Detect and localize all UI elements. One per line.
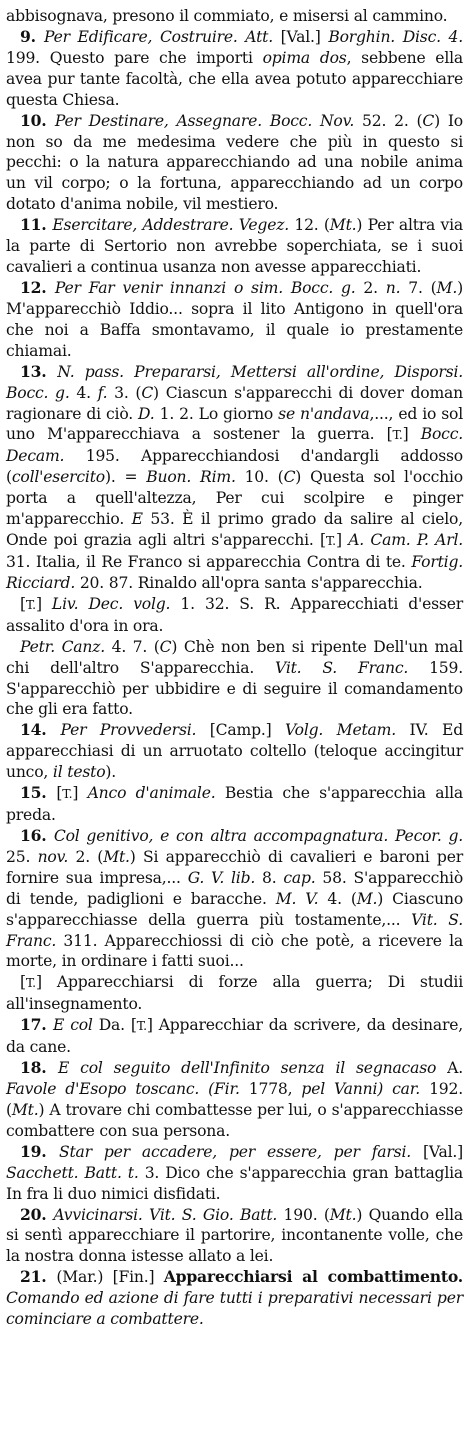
entry-text: pel Vanni) car. bbox=[301, 1080, 421, 1099]
entry-p13 bbox=[6, 362, 463, 594]
entry-text: Volg. Metam. bbox=[285, 721, 396, 740]
entry-text: Avvicinarsi. Vit. S. Gio. Batt. bbox=[53, 1205, 278, 1224]
entry-text: il testo bbox=[52, 763, 106, 782]
entry-text: ] bbox=[72, 784, 88, 803]
entry-p20 bbox=[6, 1205, 463, 1268]
entry-p15 bbox=[6, 783, 463, 826]
entry-text: 311. Apparecchiossi di ciò che potè, a ricevere la morte, in ordinare i fatti suoi... bbox=[6, 931, 463, 971]
entry-p17 bbox=[6, 1015, 463, 1058]
entry-text: Col genitivo, e con altra accompagnatura. Pecor. g. bbox=[53, 826, 463, 845]
entry-text: Sacchett. Batt. t. bbox=[6, 1163, 139, 1182]
entry-text: abbisognava, presono il commiato, e misersi al cammino. bbox=[6, 7, 448, 25]
entry-text: ) Io non so da me medesima vedere che più in questo si pecchi: o la natura apparecchiando ad una nobile anima un vil corpo; o la fortuna, apparecchiando ad un corpo dotato d'anima nobile, vil mestiero. bbox=[6, 111, 463, 214]
entry-text: ] Apparecchiar da scrivere, da desinare, da cane. bbox=[6, 1016, 463, 1057]
entry-text: 192. ( bbox=[6, 1080, 463, 1119]
entry-text: nov. bbox=[37, 847, 69, 866]
entry-text: T. bbox=[136, 1018, 147, 1034]
entry-text: Anco d'animale. bbox=[87, 784, 216, 803]
entry-text: ) A trovare chi combattesse per lui, o s'apparecchiasse combattere con sua persona. bbox=[6, 1100, 463, 1140]
entry-text: 7. ( bbox=[400, 278, 437, 297]
entry-text: C bbox=[283, 468, 296, 487]
entry-number: 19. bbox=[20, 1141, 59, 1161]
entry-text: C bbox=[422, 111, 435, 130]
entry-text: [Camp.] bbox=[196, 721, 286, 740]
entry-text: Per Destinare, Assegnare. Bocc. Nov. bbox=[54, 111, 355, 130]
entry-text: 195. Apparecchiandosi d'andargli addosso ( bbox=[6, 447, 463, 487]
entry-number: 13. bbox=[20, 361, 58, 381]
entry-text: [ bbox=[20, 594, 26, 613]
entry-text: Buon. Rim. bbox=[146, 468, 236, 487]
entry-text: IV. Ed apparecchiasi di un arruotato coltello (teloque accingitur unco, bbox=[6, 721, 464, 782]
entry-p13c bbox=[6, 637, 463, 721]
entry-text: 1. 32. S. R. Apparecchiati d'esser assalito d'ora in ora. bbox=[6, 594, 464, 635]
entry-p10 bbox=[6, 111, 463, 216]
entry-text: Per Edificare, Costruire. Att. bbox=[44, 27, 273, 46]
entry-text: 4. 7. ( bbox=[105, 637, 160, 656]
entry-text: T. bbox=[25, 596, 36, 612]
entry-text: Mt. bbox=[103, 847, 130, 866]
entry-number: 10. bbox=[20, 110, 55, 130]
entry-text: 25. bbox=[6, 847, 38, 866]
entry-text: Favole d'Esopo toscanc. (Fir. bbox=[6, 1080, 240, 1099]
entry-text: E col seguito dell'Infinito senza il segnacaso bbox=[58, 1059, 437, 1078]
entry-text: Apparecchiarsi al combattimento. bbox=[163, 1267, 464, 1287]
entry-text: E bbox=[131, 510, 143, 529]
entry-p0 bbox=[6, 6, 463, 27]
entry-p16 bbox=[6, 826, 463, 972]
entry-text: Vit. S. Franc. bbox=[6, 910, 463, 950]
entry-text: Mt. bbox=[11, 1100, 39, 1119]
entry-p9 bbox=[6, 27, 463, 111]
entry-text: 53. È il primo grado da salire al cielo, Onde poi grazia agli altri s'apparecchi. [ bbox=[6, 510, 464, 550]
entry-number: 12. bbox=[20, 277, 55, 297]
entry-text: D. bbox=[138, 404, 155, 423]
entry-text: ] Apparecchiarsi di forze alla guerra; Di studii all'insegnamento. bbox=[6, 973, 463, 1014]
entry-text: C bbox=[141, 383, 154, 402]
entry-text: ) Ciascun s'apparecchi di dover doman ragionare di ciò. bbox=[6, 383, 463, 423]
entry-text: A. bbox=[436, 1059, 463, 1078]
entry-text: 4. ( bbox=[318, 889, 357, 908]
entry-text: [Val.] bbox=[411, 1142, 464, 1161]
entry-text: 190. ( bbox=[277, 1205, 330, 1224]
entry-text: Per Provvedersi. bbox=[60, 721, 197, 740]
entry-p12 bbox=[6, 278, 463, 362]
entry-number: 18. bbox=[20, 1058, 58, 1078]
entry-text: N. pass. Prepararsi, Mettersi all'ordine, Disporsi. Bocc. g. bbox=[6, 362, 463, 402]
entry-text: 52. 2. ( bbox=[354, 111, 423, 130]
entry-p13b bbox=[6, 594, 463, 637]
entry-p16b bbox=[6, 972, 463, 1015]
entry-number: 21. bbox=[20, 1267, 57, 1287]
entry-p18 bbox=[6, 1058, 463, 1142]
entry-text: 1778, bbox=[239, 1080, 302, 1099]
entry-text: ) Questa sol l'occhio porta a quell'altezza, Per cui scolpire e pinger m'apparecchio. bbox=[6, 468, 463, 529]
entry-number: 17. bbox=[20, 1015, 54, 1035]
entry-p14 bbox=[6, 720, 463, 783]
entry-text: 2. bbox=[355, 278, 386, 297]
entry-text: G. V. lib. bbox=[187, 868, 256, 887]
entry-text: ] bbox=[402, 425, 421, 444]
entry-text: Bestia che s'apparecchia alla preda. bbox=[6, 784, 464, 825]
entry-text: 10. ( bbox=[235, 468, 284, 487]
entry-text: Borghin. Disc. 4. bbox=[328, 27, 463, 46]
entry-text: f. bbox=[97, 383, 108, 402]
entry-text: 3. ( bbox=[107, 383, 142, 402]
entry-number: 16. bbox=[20, 825, 54, 845]
entry-text: 159. S'apparecchiò per ubbidire e di seguire il comandamento che gli era fatto. bbox=[6, 658, 463, 719]
entry-text: ,..., ed io sol uno M'apparecchiava a sostener la guerra. [ bbox=[6, 404, 463, 444]
entry-text: 1. 2. Lo giorno bbox=[154, 404, 279, 423]
entry-text: 4. bbox=[69, 383, 98, 402]
entry-text: se n'andava bbox=[278, 404, 370, 423]
entry-text: cap. bbox=[283, 868, 316, 887]
entry-number: 14. bbox=[20, 720, 61, 740]
entry-text: Esercitare, Addestrare. Vegez. bbox=[52, 216, 290, 235]
entry-text: T. bbox=[25, 975, 36, 991]
entry-p21 bbox=[6, 1267, 463, 1330]
entry-text: [ bbox=[20, 973, 26, 992]
entry-p11 bbox=[6, 215, 463, 278]
entry-text: ) Si apparecchiò di cavalieri e baroni per fornire sua impresa,... bbox=[6, 847, 463, 887]
entry-text: Vit. S. Franc. bbox=[275, 658, 409, 677]
entry-p19 bbox=[6, 1142, 463, 1205]
entry-text: M. bbox=[356, 889, 378, 908]
entry-number: 9. bbox=[20, 26, 44, 46]
entry-text: Star per accadere, per essere, per farsi. bbox=[58, 1142, 411, 1161]
entry-text: Petr. Canz. bbox=[20, 637, 106, 656]
entry-number: 20. bbox=[20, 1204, 54, 1224]
entry-text: ). = bbox=[104, 468, 147, 487]
entry-text: 8. bbox=[255, 868, 284, 887]
entry-text: Fortig. Ricciard. bbox=[6, 552, 463, 592]
entry-text: ) Chè non ben si ripente Dell'un mal chi dell'altro S'apparecchia. bbox=[6, 637, 463, 677]
entry-text: 20. 87. Rinaldo all'opra santa s'apparecchia. bbox=[75, 573, 423, 592]
entry-text: (Mar.) [Fin.] bbox=[56, 1268, 164, 1287]
entry-text: ) M'apparecchiò Iddio... sopra il lito Antigono in quell'ora che noi a Baffa smontavamo, il quale io prestamente chiamai. bbox=[6, 278, 463, 360]
entry-text: C bbox=[159, 637, 172, 656]
entry-text: Da. [ bbox=[92, 1016, 137, 1035]
entry-text: ) Ciascuno s'apparecchiasse della guerra più tostamente,... bbox=[6, 889, 464, 929]
entry-text: T. bbox=[392, 427, 403, 443]
entry-text: coll'esercito bbox=[11, 468, 105, 487]
entry-text: ] bbox=[35, 594, 52, 613]
entry-text: Per Far venir innanzi o sim. Bocc. g. bbox=[54, 278, 356, 297]
entry-text: T. bbox=[62, 786, 73, 802]
entry-text: ] bbox=[335, 531, 349, 550]
entry-text: Comando ed azione di fare tutti i preparativi necessari per cominciare a combattere. bbox=[6, 1289, 463, 1329]
entry-text: 2. ( bbox=[68, 847, 104, 866]
entry-text: 3. Dico che s'apparecchia gran battaglia In fra li duo nimici disfidati. bbox=[6, 1163, 463, 1203]
entry-text: [ bbox=[56, 784, 63, 803]
entry-number: 11. bbox=[20, 215, 53, 235]
entry-text: 12. ( bbox=[289, 216, 330, 235]
entry-text: Mt. bbox=[329, 1205, 357, 1224]
entry-text: 58. S'apparecchiò di tende, padiglioni e baracche. bbox=[6, 868, 464, 908]
entry-text: ) Quando ella si sentì apparecchiare il partorire, incontanente volle, che la nostra donna istesse allato a lei. bbox=[6, 1205, 463, 1266]
entry-text: E col bbox=[53, 1016, 93, 1035]
entry-text: 199. Questo pare che importi bbox=[6, 48, 263, 67]
entry-text: , sebbene ella avea pur tante facoltà, che ella avea potuto apparecchiare questa Chiesa. bbox=[6, 48, 463, 109]
entry-text: Mt. bbox=[329, 216, 357, 235]
entry-text: ). bbox=[105, 763, 117, 782]
entry-text: opima dos bbox=[262, 48, 347, 67]
entry-text: Liv. Dec. volg. bbox=[51, 594, 171, 613]
entry-text: A. Cam. P. Arl. bbox=[348, 531, 463, 550]
entry-text: 31. Italia, il Re Franco si apparecchia Contra di te. bbox=[6, 552, 412, 571]
entry-text: Bocc. Decam. bbox=[6, 425, 463, 466]
entry-text: [Val.] bbox=[272, 27, 329, 46]
entry-text: ) Per altra via la parte di Sertorio non avrebbe soperchiata, se i suoi cavalieri a continua usanza non avesse apparecchiati. bbox=[6, 216, 463, 277]
entry-text: n. bbox=[385, 278, 401, 297]
entry-text: M. bbox=[436, 278, 458, 297]
entry-text: T. bbox=[325, 533, 336, 549]
entry-number: 15. bbox=[20, 783, 57, 803]
entry-text: M. V. bbox=[275, 889, 319, 908]
